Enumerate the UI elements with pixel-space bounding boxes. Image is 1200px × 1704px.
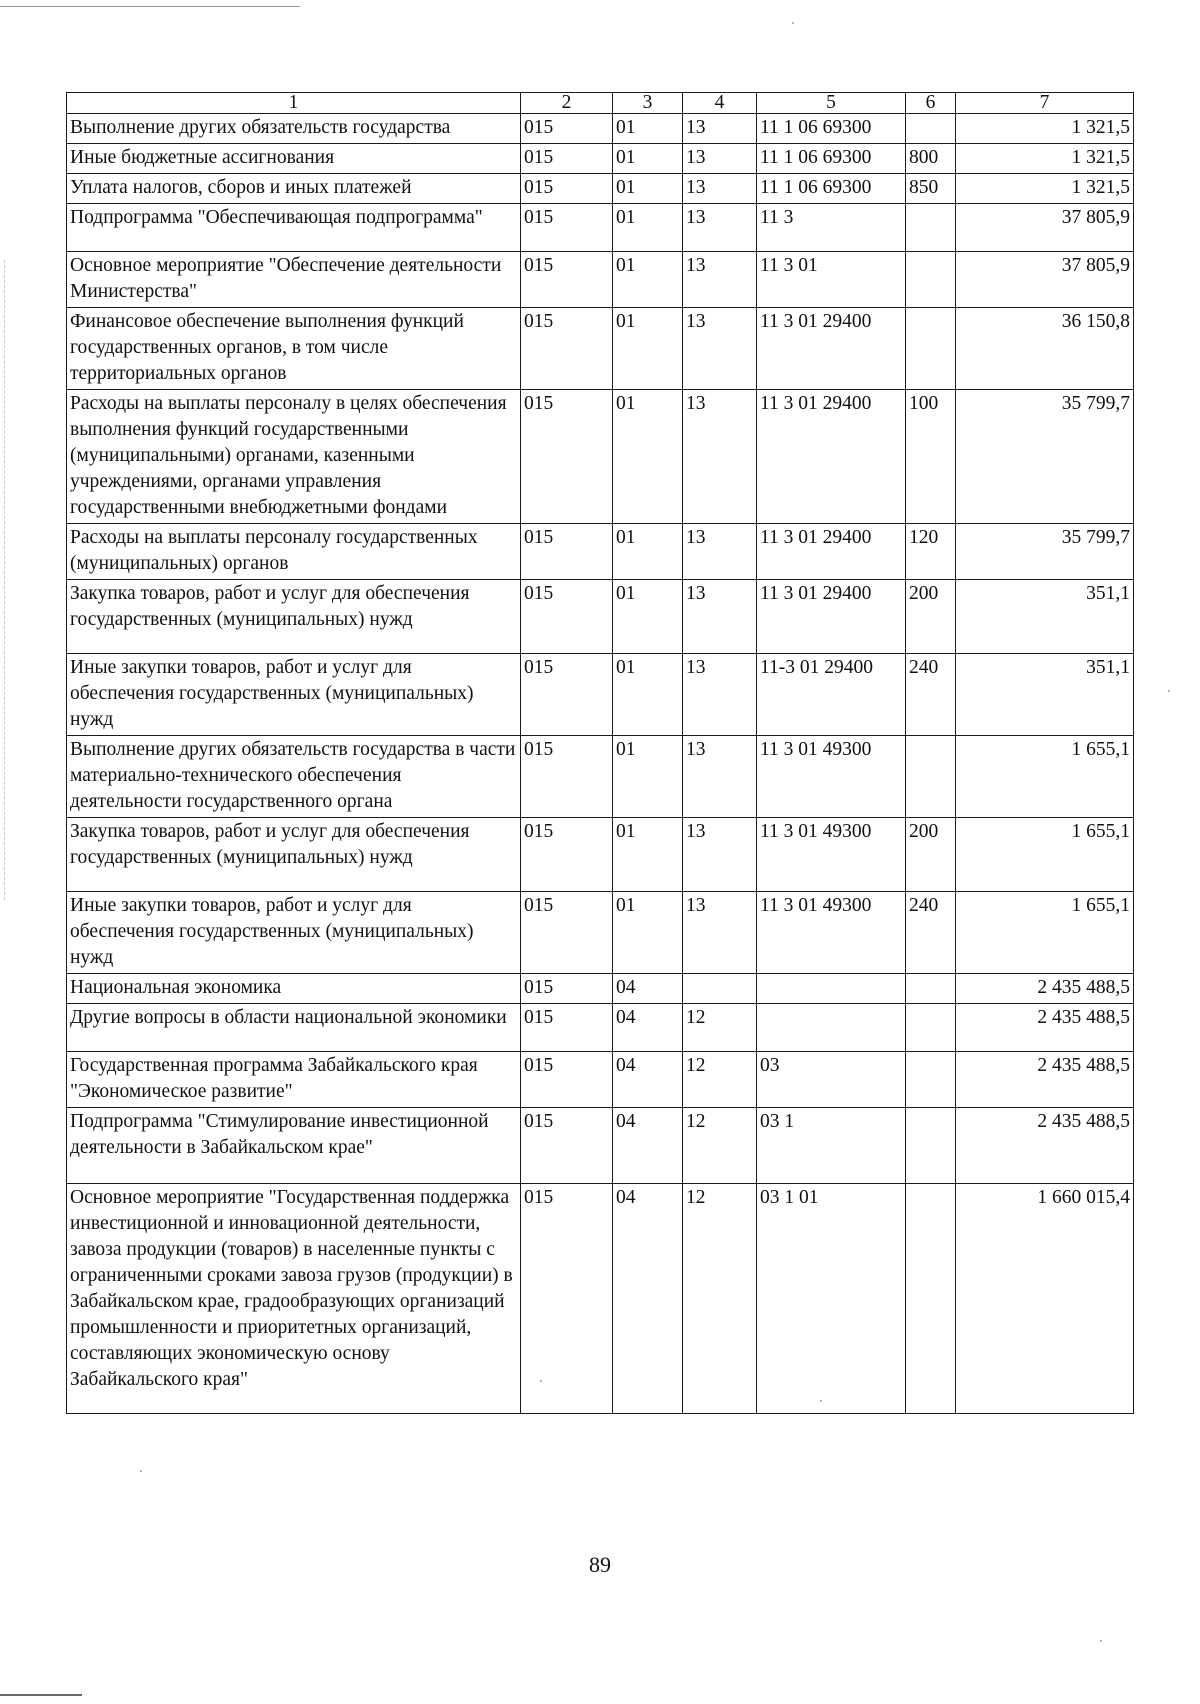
cell-section: 04 [613, 1052, 683, 1108]
cell-subsection [683, 974, 757, 1004]
cell-subsection: 12 [683, 1052, 757, 1108]
cell-ministry-code: 015 [521, 204, 613, 252]
cell-target-article [757, 1004, 906, 1052]
scan-edge-mark-bottom [0, 1694, 82, 1696]
cell-amount: 1 321,5 [956, 114, 1134, 144]
cell-name: Иные закупки товаров, работ и услуг для обеспечения государственных (муниципальных) нужд [67, 654, 521, 736]
cell-section: 04 [613, 974, 683, 1004]
column-header: 6 [906, 93, 956, 114]
cell-target-article: 11 3 01 29400 [757, 308, 906, 390]
cell-section: 01 [613, 390, 683, 524]
cell-subsection: 13 [683, 892, 757, 974]
cell-target-article: 03 1 01 [757, 1184, 906, 1414]
table-row [67, 736, 1134, 818]
cell-target-article: 11 3 [757, 204, 906, 252]
cell-section: 01 [613, 114, 683, 144]
cell-subsection: 13 [683, 736, 757, 818]
table-row [67, 1004, 1134, 1052]
cell-name: Выполнение других обязательств государства в части материально-технического обеспечения деятельности государственного органа [67, 736, 521, 818]
cell-target-article: 11 3 01 [757, 252, 906, 308]
cell-name: Национальная экономика [67, 974, 521, 1004]
cell-target-article: 11 3 01 29400 [757, 390, 906, 524]
table-row [67, 1052, 1134, 1108]
cell-amount: 2 435 488,5 [956, 974, 1134, 1004]
cell-section: 04 [613, 1184, 683, 1414]
cell-section: 01 [613, 818, 683, 892]
cell-amount: 2 435 488,5 [956, 1004, 1134, 1052]
cell-target-article: 11 3 01 29400 [757, 580, 906, 654]
cell-target-article: 11 3 01 49300 [757, 892, 906, 974]
table-row [67, 174, 1134, 204]
cell-ministry-code: 015 [521, 524, 613, 580]
cell-expense-type [906, 114, 956, 144]
cell-ministry-code: 015 [521, 144, 613, 174]
cell-name: Финансовое обеспечение выполнения функций государственных органов, в том числе территориальных органов [67, 308, 521, 390]
cell-target-article: 11 3 01 49300 [757, 818, 906, 892]
cell-amount: 351,1 [956, 580, 1134, 654]
scan-edge-mark-top [0, 6, 300, 7]
cell-amount: 35 799,7 [956, 524, 1134, 580]
cell-subsection: 13 [683, 252, 757, 308]
cell-name: Иные закупки товаров, работ и услуг для обеспечения государственных (муниципальных) нужд [67, 892, 521, 974]
cell-amount: 1 321,5 [956, 144, 1134, 174]
cell-ministry-code: 015 [521, 114, 613, 144]
cell-name: Государственная программа Забайкальского края "Экономическое развитие" [67, 1052, 521, 1108]
cell-target-article [757, 974, 906, 1004]
cell-expense-type [906, 1004, 956, 1052]
cell-name: Другие вопросы в области национальной экономики [67, 1004, 521, 1052]
cell-amount: 1 321,5 [956, 174, 1134, 204]
cell-amount: 1 655,1 [956, 736, 1134, 818]
cell-expense-type [906, 308, 956, 390]
cell-amount: 37 805,9 [956, 252, 1134, 308]
cell-ministry-code: 015 [521, 580, 613, 654]
table-row [67, 524, 1134, 580]
cell-ministry-code: 015 [521, 818, 613, 892]
cell-name: Расходы на выплаты персоналу государственных (муниципальных) органов [67, 524, 521, 580]
cell-subsection: 13 [683, 308, 757, 390]
cell-section: 01 [613, 654, 683, 736]
cell-ministry-code: 015 [521, 654, 613, 736]
cell-target-article: 11 1 06 69300 [757, 174, 906, 204]
table-row [67, 818, 1134, 892]
cell-amount: 351,1 [956, 654, 1134, 736]
column-header: 1 [67, 93, 521, 114]
table-row [67, 1184, 1134, 1414]
cell-name: Иные бюджетные ассигнования [67, 144, 521, 174]
table-row [67, 252, 1134, 308]
cell-subsection: 13 [683, 654, 757, 736]
cell-subsection: 13 [683, 144, 757, 174]
cell-name: Подпрограмма "Стимулирование инвестиционной деятельности в Забайкальском крае" [67, 1108, 521, 1184]
cell-section: 01 [613, 892, 683, 974]
table-row [67, 308, 1134, 390]
cell-expense-type [906, 1184, 956, 1414]
cell-section: 01 [613, 736, 683, 818]
cell-target-article: 03 [757, 1052, 906, 1108]
cell-expense-type [906, 1108, 956, 1184]
cell-section: 01 [613, 204, 683, 252]
cell-name: Закупка товаров, работ и услуг для обеспечения государственных (муниципальных) нужд [67, 580, 521, 654]
cell-expense-type [906, 252, 956, 308]
cell-target-article: 03 1 [757, 1108, 906, 1184]
cell-name: Уплата налогов, сборов и иных платежей [67, 174, 521, 204]
cell-target-article: 11-3 01 29400 [757, 654, 906, 736]
table-row [67, 892, 1134, 974]
column-header: 3 [613, 93, 683, 114]
cell-subsection: 13 [683, 174, 757, 204]
cell-section: 01 [613, 144, 683, 174]
cell-expense-type: 100 [906, 390, 956, 524]
column-header: 5 [757, 93, 906, 114]
cell-ministry-code: 015 [521, 974, 613, 1004]
cell-name: Основное мероприятие "Государственная поддержка инвестиционной и инновационной деятельности, завоза продукции (товаров) в населенные пункты с ограниченными сроками завоза грузов (продукции) в Забайкальском крае, градообразующих организаций промышленности и приоритетных организаций, составляющих экономическую основу Забайкальского края" [67, 1184, 521, 1414]
cell-subsection: 13 [683, 524, 757, 580]
table-row [67, 144, 1134, 174]
cell-expense-type: 200 [906, 580, 956, 654]
cell-ministry-code: 015 [521, 1108, 613, 1184]
cell-ministry-code: 015 [521, 390, 613, 524]
cell-section: 01 [613, 308, 683, 390]
cell-expense-type [906, 974, 956, 1004]
cell-expense-type [906, 204, 956, 252]
table-row [67, 114, 1134, 144]
cell-subsection: 12 [683, 1004, 757, 1052]
table-row [67, 580, 1134, 654]
scan-speck [1100, 1640, 1102, 1642]
cell-ministry-code: 015 [521, 1184, 613, 1414]
cell-expense-type: 850 [906, 174, 956, 204]
cell-subsection: 13 [683, 580, 757, 654]
cell-section: 04 [613, 1108, 683, 1184]
cell-ministry-code: 015 [521, 1004, 613, 1052]
cell-amount: 36 150,8 [956, 308, 1134, 390]
cell-amount: 1 660 015,4 [956, 1184, 1134, 1414]
cell-name: Расходы на выплаты персоналу в целях обеспечения выполнения функций государственными (муниципальными) органами, казенными учреждениями, органами управления государственными внебюджетными фондами [67, 390, 521, 524]
scan-binder-line [4, 260, 5, 900]
cell-section: 04 [613, 1004, 683, 1052]
table-row [67, 974, 1134, 1004]
cell-amount: 35 799,7 [956, 390, 1134, 524]
cell-name: Выполнение других обязательств государства [67, 114, 521, 144]
cell-subsection: 12 [683, 1108, 757, 1184]
cell-expense-type: 200 [906, 818, 956, 892]
cell-expense-type [906, 1052, 956, 1108]
cell-name: Закупка товаров, работ и услуг для обеспечения государственных (муниципальных) нужд [67, 818, 521, 892]
table-row [67, 654, 1134, 736]
scan-speck [792, 22, 794, 24]
budget-allocation-table [66, 92, 1134, 1414]
cell-subsection: 13 [683, 390, 757, 524]
cell-section: 01 [613, 580, 683, 654]
cell-expense-type: 240 [906, 654, 956, 736]
table-row [67, 204, 1134, 252]
cell-amount: 1 655,1 [956, 892, 1134, 974]
scan-speck [1168, 690, 1170, 692]
cell-ministry-code: 015 [521, 1052, 613, 1108]
cell-amount: 37 805,9 [956, 204, 1134, 252]
cell-subsection: 12 [683, 1184, 757, 1414]
cell-target-article: 11 1 06 69300 [757, 114, 906, 144]
cell-target-article: 11 1 06 69300 [757, 144, 906, 174]
scan-speck [140, 1470, 142, 1472]
cell-subsection: 13 [683, 114, 757, 144]
cell-amount: 1 655,1 [956, 818, 1134, 892]
cell-ministry-code: 015 [521, 174, 613, 204]
cell-name: Подпрограмма "Обеспечивающая подпрограмма" [67, 204, 521, 252]
table-header-row [67, 93, 1134, 114]
cell-target-article: 11 3 01 49300 [757, 736, 906, 818]
cell-ministry-code: 015 [521, 252, 613, 308]
column-header: 2 [521, 93, 613, 114]
cell-expense-type: 240 [906, 892, 956, 974]
column-header: 7 [956, 93, 1134, 114]
cell-name: Основное мероприятие "Обеспечение деятельности Министерства" [67, 252, 521, 308]
cell-subsection: 13 [683, 818, 757, 892]
cell-ministry-code: 015 [521, 736, 613, 818]
cell-section: 01 [613, 174, 683, 204]
cell-amount: 2 435 488,5 [956, 1108, 1134, 1184]
cell-ministry-code: 015 [521, 892, 613, 974]
cell-section: 01 [613, 252, 683, 308]
cell-amount: 2 435 488,5 [956, 1052, 1134, 1108]
table-row [67, 1108, 1134, 1184]
cell-section: 01 [613, 524, 683, 580]
column-header: 4 [683, 93, 757, 114]
cell-subsection: 13 [683, 204, 757, 252]
cell-expense-type: 800 [906, 144, 956, 174]
page-number: 89 [589, 1552, 611, 1577]
cell-expense-type [906, 736, 956, 818]
cell-ministry-code: 015 [521, 308, 613, 390]
cell-expense-type: 120 [906, 524, 956, 580]
cell-target-article: 11 3 01 29400 [757, 524, 906, 580]
table-row [67, 390, 1134, 524]
